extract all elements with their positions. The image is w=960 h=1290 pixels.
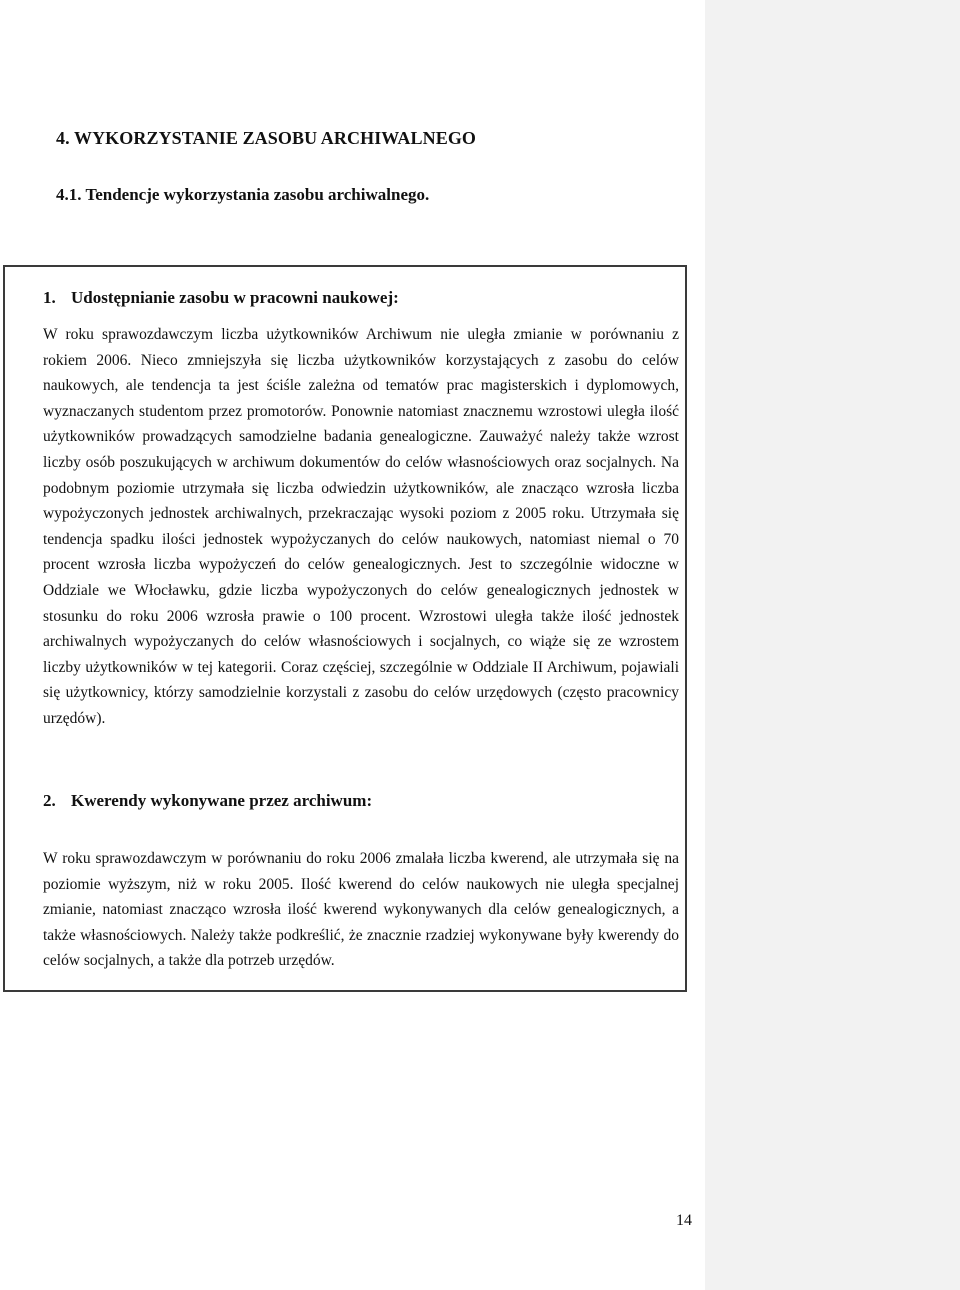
- item-heading-usage: [43, 288, 399, 308]
- chapter-title: 4. WYKORZYSTANIE ZASOBU ARCHIWALNEGO: [56, 128, 477, 148]
- item-number: 1.: [43, 288, 56, 307]
- section-title: 4.1. Tendencje wykorzystania zasobu archiwalnego.: [56, 185, 430, 204]
- item-number: 2.: [43, 791, 56, 810]
- item-heading-queries: [43, 791, 372, 811]
- item-heading-text: Udostępnianie zasobu w pracowni naukowej:: [71, 288, 399, 307]
- item-heading-text: Kwerendy wykonywane przez archiwum:: [71, 791, 373, 810]
- page-margin-strip: [705, 0, 960, 1290]
- paragraph-queries: W roku sprawozdawczym w porównaniu do roku 2006 zmalała liczba kwerend, ale utrzymała się na poziomie wyższym, niż w roku 2005. Ilość kwerend do celów naukowych nie uległa specjalnej zmianie, natomiast znacząco wzrosła ilość kwerend wykonywanych dla celów genealogicznych, a także własnościowych. Należy także podkreślić, że znacznie rzadziej wykonywane były kwerendy do celów socjalnych, a także dla potrzeb urzędów.: [43, 850, 679, 970]
- paragraph-usage: W roku sprawozdawczym liczba użytkowników Archiwum nie uległa zmianie w porównaniu z rokiem 2006. Nieco zmniejszyła się liczba użytkowników korzystających z zasobu do celów naukowych, ale tendencja ta jest ściśle zależna od tematów prac magisterskich i dyplomowych, wyznaczanych studentom przez promotorów. Ponownie natomiast znacznemu wzrostowi uległa ilość użytkowników prowadzących samodzielne badania genealogiczne. Zauważyć należy także wzrost liczby osób poszukujących w archiwum dokumentów do celów własnościowych oraz socjalnych. Na podobnym poziomie utrzymała się liczba odwiedzin użytkowników, ale znacząco wzrosła liczba wypożyczonych jednostek archiwalnych, przekraczając wysoki poziom z 2005 roku. Utrzymała się tendencja spadku ilości jednostek wypożyczanych do celów naukowych, natomiast niemal o 70 procent wzrosła liczba wypożyczeń do celów genealogicznych. Jest to szczególnie widoczne w Oddziale we Włocławku, gdzie liczba wypożyczonych do celów genealogicznych jednostek w stosunku do roku 2006 wzrosła prawie o 100 procent. Wzrostowi uległa także ilość jednostek archiwalnych wypożyczanych do celów własnościowych i socjalnych, co wiąże się ze wzrostem liczby użytkowników w tej kategorii. Coraz częściej, szczególnie w Oddziale II Archiwum, pojawiali się użytkownicy, którzy samodzielnie korzystali z zasobu do celów urzędowych (często pracownicy urzędów).: [43, 326, 679, 727]
- content-box: [3, 265, 687, 992]
- page-number: 14: [676, 1212, 692, 1229]
